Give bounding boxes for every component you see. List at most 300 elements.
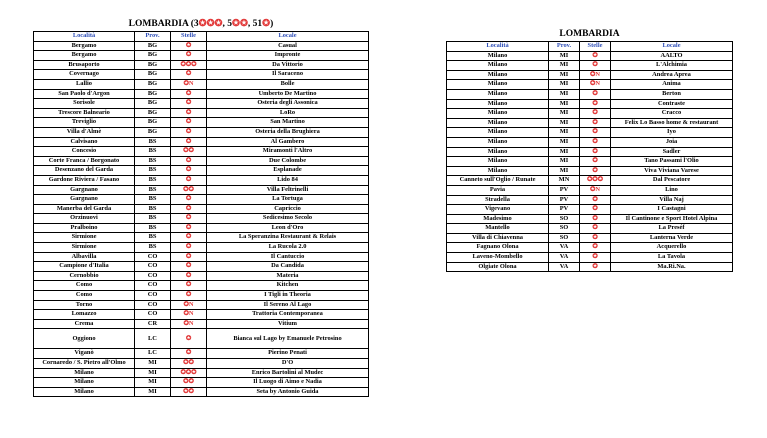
cell-stelle: ✪ [580, 61, 611, 71]
cell-stelle: ✪N [171, 300, 207, 310]
cell-localita: Cornaredo / S. Pietro all'Olmo [34, 359, 135, 369]
table-row [447, 262, 733, 272]
cell-locale: Enrico Bartolini al Mudec [207, 368, 369, 378]
cell-localita: Olgiate Olona [447, 262, 549, 272]
cell-stelle: ✪ [580, 233, 611, 243]
cell-localita: Manerba del Garda [34, 204, 135, 214]
cell-localita: Gargnano [34, 185, 135, 195]
cell-stelle: ✪ [171, 291, 207, 301]
cell-stelle: ✪ [171, 166, 207, 176]
table-row [447, 89, 733, 99]
cell-prov: BS [135, 166, 171, 176]
right-table-block [446, 28, 733, 272]
cell-stelle: ✪ [171, 108, 207, 118]
header-prov: Prov. [135, 32, 171, 42]
cell-locale: Il Luogo di Aimo e Nadia [207, 378, 369, 388]
cell-locale: Iyo [611, 128, 733, 138]
cell-localita: Orzinuovi [34, 214, 135, 224]
one-star-icon: ✪ [262, 19, 271, 29]
cell-locale: AALTO [611, 51, 733, 61]
cell-stelle: ✪ [171, 233, 207, 243]
cell-localita: Villa d'Almè [34, 127, 135, 137]
header-locale: Locale [611, 42, 733, 52]
cell-localita: Campione d'Italia [34, 262, 135, 272]
table-row [34, 387, 369, 397]
cell-prov: MI [549, 166, 580, 176]
three-star-icon: ✪✪✪ [198, 19, 223, 29]
cell-locale: Villa Naj [611, 195, 733, 205]
cell-localita: Covernago [34, 70, 135, 80]
table-row [34, 252, 369, 262]
cell-stelle: ✪✪✪ [171, 60, 207, 70]
cell-localita: Concesio [34, 147, 135, 157]
cell-stelle: ✪ [580, 137, 611, 147]
table-row [447, 99, 733, 109]
cell-localita: Desenzano del Garda [34, 166, 135, 176]
cell-locale: Il Saraceno [207, 70, 369, 80]
cell-prov: BS [135, 156, 171, 166]
cell-localita: Laveno-Mombello [447, 253, 549, 263]
cell-stelle: ✪N [580, 70, 611, 80]
cell-stelle: ✪N [580, 80, 611, 90]
cell-locale: Trattoria Contemporanea [207, 310, 369, 320]
cell-prov: SO [549, 233, 580, 243]
cell-prov: MI [549, 99, 580, 109]
cell-stelle: ✪ [580, 51, 611, 61]
cell-prov: BS [135, 243, 171, 253]
cell-prov: PV [549, 185, 580, 195]
cell-locale: San Martino [207, 118, 369, 128]
cell-prov: BS [135, 195, 171, 205]
header-localita: Località [447, 42, 549, 52]
cell-stelle: ✪ [171, 349, 207, 359]
cell-prov: CO [135, 262, 171, 272]
table-row [34, 137, 369, 147]
cell-localita: Sirmione [34, 243, 135, 253]
cell-stelle: ✪ [580, 214, 611, 224]
cell-localita: Viganò [34, 349, 135, 359]
cell-localita: Milano [447, 51, 549, 61]
cell-stelle: ✪ [171, 175, 207, 185]
cell-locale: Da Vittorio [207, 60, 369, 70]
cell-locale: Due Colombe [207, 156, 369, 166]
cell-stelle: ✪✪ [171, 387, 207, 397]
header-locale: Locale [207, 32, 369, 42]
cell-stelle: ✪N [171, 310, 207, 320]
cell-locale: La Rucola 2.0 [207, 243, 369, 253]
table-row [447, 195, 733, 205]
cell-locale: Lido 84 [207, 175, 369, 185]
table-row [34, 99, 369, 109]
table-row [34, 329, 369, 349]
cell-prov: BS [135, 223, 171, 233]
cell-stelle: ✪✪✪ [580, 176, 611, 186]
cell-locale: D'O [207, 359, 369, 369]
cell-locale: Osteria degli Assonica [207, 99, 369, 109]
right-restaurant-table [446, 41, 733, 272]
cell-localita: Milano [447, 70, 549, 80]
table-row [447, 147, 733, 157]
cell-localita: Stradella [447, 195, 549, 205]
cell-locale: Andrea Aprea [611, 70, 733, 80]
cell-stelle: ✪ [171, 195, 207, 205]
cell-stelle: ✪✪ [171, 359, 207, 369]
table-row [34, 156, 369, 166]
cell-localita: Crema [34, 319, 135, 329]
table-row [34, 271, 369, 281]
cell-prov: MI [549, 118, 580, 128]
cell-locale: I Tigli in Theoria [207, 291, 369, 301]
cell-locale: Bolle [207, 79, 369, 89]
cell-prov: LC [135, 349, 171, 359]
two-star-icon: ✪✪ [232, 19, 248, 29]
cell-localita: Milano [447, 99, 549, 109]
table-row [34, 368, 369, 378]
cell-locale: Viva Viviana Varese [611, 166, 733, 176]
cell-locale: Felix Lo Basso home & restaurant [611, 118, 733, 128]
cell-stelle: ✪ [171, 262, 207, 272]
cell-locale: Cracco [611, 109, 733, 119]
table-row [447, 166, 733, 176]
cell-localita: Milano [447, 80, 549, 90]
cell-localita: Canneto sull'Oglio / Runate [447, 176, 549, 186]
cell-prov: MI [549, 147, 580, 157]
cell-locale: I Castagni [611, 205, 733, 215]
cell-locale: Ma.Ri.Na. [611, 262, 733, 272]
cell-stelle: ✪ [171, 223, 207, 233]
cell-stelle: ✪ [580, 243, 611, 253]
table-row [34, 127, 369, 137]
cell-prov: CO [135, 291, 171, 301]
cell-localita: Milano [447, 157, 549, 167]
cell-localita: Calvisano [34, 137, 135, 147]
cell-localita: Lallio [34, 79, 135, 89]
header-stelle: Stelle [580, 42, 611, 52]
table-row [34, 349, 369, 359]
cell-localita: Gardone Riviera / Fasano [34, 175, 135, 185]
cell-stelle: ✪ [580, 118, 611, 128]
cell-prov: LC [135, 329, 171, 349]
table-row [34, 79, 369, 89]
cell-localita: Milano [447, 89, 549, 99]
cell-locale: Contraste [611, 99, 733, 109]
cell-localita: Vigevano [447, 205, 549, 215]
cell-prov: MI [549, 157, 580, 167]
cell-prov: CO [135, 300, 171, 310]
cell-prov: MI [135, 378, 171, 388]
cell-prov: MI [135, 359, 171, 369]
cell-stelle: ✪ [171, 252, 207, 262]
cell-stelle: ✪ [171, 204, 207, 214]
table-row [34, 204, 369, 214]
cell-locale: Il Cantinone e Sport Hotel Alpina [611, 214, 733, 224]
cell-prov: BG [135, 51, 171, 61]
cell-prov: CO [135, 310, 171, 320]
cell-prov: SO [549, 214, 580, 224]
cell-localita: Fagnano Olona [447, 243, 549, 253]
cell-localita: Milano [34, 387, 135, 397]
cell-locale: Da Candida [207, 262, 369, 272]
table-row [447, 243, 733, 253]
cell-stelle: ✪ [580, 128, 611, 138]
cell-locale: Kitchen [207, 281, 369, 291]
cell-localita: Milano [34, 378, 135, 388]
table-row [34, 214, 369, 224]
table-row [34, 89, 369, 99]
header-stelle: Stelle [171, 32, 207, 42]
cell-prov: BS [135, 204, 171, 214]
cell-prov: MI [549, 51, 580, 61]
cell-localita: Milano [447, 118, 549, 128]
cell-localita: Pralboino [34, 223, 135, 233]
cell-localita: Villa di Chiavenna [447, 233, 549, 243]
cell-stelle: ✪ [171, 118, 207, 128]
cell-localita: Brusaporto [34, 60, 135, 70]
table-row [34, 233, 369, 243]
cell-locale: La Preséf [611, 224, 733, 234]
cell-stelle: ✪ [171, 41, 207, 51]
cell-locale: Lino [611, 185, 733, 195]
cell-localita: Milano [447, 109, 549, 119]
cell-stelle: ✪ [580, 195, 611, 205]
cell-prov: MI [549, 89, 580, 99]
cell-localita: Como [34, 291, 135, 301]
table-row [34, 195, 369, 205]
cell-localita: Bergamo [34, 51, 135, 61]
table-row [34, 243, 369, 253]
table-row [447, 51, 733, 61]
left-title: LOMBARDIA (3✪✪✪, 5✪✪, 51✪) [128, 19, 274, 29]
cell-locale: Joia [611, 137, 733, 147]
cell-prov: CO [135, 281, 171, 291]
table-row [447, 224, 733, 234]
cell-locale: L'Alchimia [611, 61, 733, 71]
cell-prov: BS [135, 233, 171, 243]
table-row [447, 176, 733, 186]
table-row [447, 253, 733, 263]
cell-stelle: ✪ [580, 262, 611, 272]
cell-prov: BG [135, 127, 171, 137]
cell-locale: La Tortuga [207, 195, 369, 205]
cell-stelle: ✪N [171, 319, 207, 329]
cell-stelle: ✪N [580, 185, 611, 195]
table-row [34, 166, 369, 176]
table-row [34, 281, 369, 291]
cell-locale: Vitium [207, 319, 369, 329]
cell-prov: MI [549, 70, 580, 80]
cell-prov: MI [549, 137, 580, 147]
cell-locale: Al Gambero [207, 137, 369, 147]
left-table-block [33, 18, 369, 397]
cell-stelle: ✪N [171, 79, 207, 89]
cell-locale: Impronte [207, 51, 369, 61]
table-row [447, 157, 733, 167]
cell-stelle: ✪ [171, 281, 207, 291]
cell-locale: Sadler [611, 147, 733, 157]
cell-localita: Milano [447, 137, 549, 147]
cell-stelle: ✪ [580, 147, 611, 157]
cell-stelle: ✪ [171, 243, 207, 253]
cell-stelle: ✪ [580, 205, 611, 215]
cell-prov: MI [135, 387, 171, 397]
table-row [447, 109, 733, 119]
cell-stelle: ✪ [171, 51, 207, 61]
cell-localita: Milano [447, 147, 549, 157]
table-row [34, 319, 369, 329]
cell-stelle: ✪ [171, 329, 207, 349]
cell-stelle: ✪ [580, 99, 611, 109]
cell-locale: Villa Feltrinelli [207, 185, 369, 195]
cell-localita: Pavia [447, 185, 549, 195]
table-row [447, 61, 733, 71]
cell-prov: BS [135, 214, 171, 224]
cell-localita: Como [34, 281, 135, 291]
cell-stelle: ✪ [580, 89, 611, 99]
table-row [447, 118, 733, 128]
table-row [34, 310, 369, 320]
cell-prov: CO [135, 252, 171, 262]
cell-locale: Esplanade [207, 166, 369, 176]
left-restaurant-table [33, 31, 369, 397]
cell-locale: Umberto De Martino [207, 89, 369, 99]
cell-locale: Sedicesimo Secolo [207, 214, 369, 224]
table-row [447, 70, 733, 80]
cell-prov: BG [135, 60, 171, 70]
cell-stelle: ✪ [171, 127, 207, 137]
cell-localita: Torno [34, 300, 135, 310]
cell-stelle: ✪ [171, 89, 207, 99]
cell-localita: Mantello [447, 224, 549, 234]
cell-stelle: ✪ [580, 157, 611, 167]
cell-prov: MI [549, 109, 580, 119]
cell-prov: BG [135, 79, 171, 89]
cell-prov: VA [549, 253, 580, 263]
cell-locale: Leon d'Oro [207, 223, 369, 233]
table-row [34, 223, 369, 233]
cell-prov: PV [549, 205, 580, 215]
cell-localita: Oggiono [34, 329, 135, 349]
cell-prov: BG [135, 41, 171, 51]
cell-locale: Materia [207, 271, 369, 281]
cell-locale: Dal Pescatore [611, 176, 733, 186]
table-row [447, 205, 733, 215]
cell-prov: SO [549, 224, 580, 234]
cell-locale: La Speranzina Restaurant & Relais [207, 233, 369, 243]
cell-prov: PV [549, 195, 580, 205]
cell-prov: BG [135, 118, 171, 128]
cell-localita: Albavilla [34, 252, 135, 262]
cell-stelle: ✪ [580, 109, 611, 119]
cell-prov: BS [135, 147, 171, 157]
cell-locale: Berton [611, 89, 733, 99]
cell-locale: Osteria della Brughiera [207, 127, 369, 137]
table-row [34, 108, 369, 118]
cell-locale: Anima [611, 80, 733, 90]
cell-localita: Milano [447, 166, 549, 176]
cell-localita: Sirmione [34, 233, 135, 243]
table-row [447, 137, 733, 147]
cell-localita: Gargnano [34, 195, 135, 205]
cell-stelle: ✪ [171, 137, 207, 147]
cell-locale: Il Sereno Al Lago [207, 300, 369, 310]
table-row [447, 185, 733, 195]
table-row [34, 147, 369, 157]
cell-localita: Corte Franca / Borgonato [34, 156, 135, 166]
header-prov: Prov. [549, 42, 580, 52]
cell-locale: Miramonti l'Altro [207, 147, 369, 157]
cell-stelle: ✪ [580, 224, 611, 234]
cell-localita: Trescore Balneario [34, 108, 135, 118]
table-row [34, 60, 369, 70]
cell-locale: Acquerello [611, 243, 733, 253]
cell-stelle: ✪ [580, 166, 611, 176]
cell-localita: Madesimo [447, 214, 549, 224]
cell-locale: La Tavola [611, 253, 733, 263]
cell-prov: CO [135, 271, 171, 281]
cell-localita: San Paolo d'Argon [34, 89, 135, 99]
cell-prov: BG [135, 89, 171, 99]
table-row [34, 118, 369, 128]
cell-localita: Treviglio [34, 118, 135, 128]
cell-locale: Seta by Antonio Guida [207, 387, 369, 397]
cell-stelle: ✪ [580, 253, 611, 263]
cell-stelle: ✪ [171, 156, 207, 166]
table-row [34, 359, 369, 369]
cell-locale: Lanterna Verde [611, 233, 733, 243]
table-row [447, 128, 733, 138]
cell-locale: Il Cantuccio [207, 252, 369, 262]
table-row [34, 300, 369, 310]
cell-locale: Capriccio [207, 204, 369, 214]
cell-prov: MI [135, 368, 171, 378]
cell-localita: Sorisole [34, 99, 135, 109]
table-row [447, 80, 733, 90]
header-localita: Località [34, 32, 135, 42]
cell-locale: Pierino Penati [207, 349, 369, 359]
cell-locale: Bianca sul Lago by Emanuele Petrosino [207, 329, 369, 349]
cell-stelle: ✪ [171, 70, 207, 80]
cell-stelle: ✪ [171, 214, 207, 224]
cell-locale: Casual [207, 41, 369, 51]
cell-prov: MI [549, 128, 580, 138]
cell-stelle: ✪✪ [171, 147, 207, 157]
cell-prov: MN [549, 176, 580, 186]
cell-localita: Milano [447, 128, 549, 138]
table-row [34, 185, 369, 195]
table-row [447, 214, 733, 224]
table-row [34, 378, 369, 388]
right-title: LOMBARDIA [559, 29, 620, 39]
cell-prov: BG [135, 108, 171, 118]
cell-prov: BG [135, 99, 171, 109]
table-row [34, 291, 369, 301]
table-row [447, 233, 733, 243]
cell-prov: CR [135, 319, 171, 329]
cell-localita: Bergamo [34, 41, 135, 51]
cell-locale: Tano Passami l'Olio [611, 157, 733, 167]
cell-localita: Lomazzo [34, 310, 135, 320]
table-row [34, 51, 369, 61]
cell-stelle: ✪✪✪ [171, 368, 207, 378]
cell-localita: Milano [34, 368, 135, 378]
cell-prov: BG [135, 70, 171, 80]
cell-stelle: ✪✪ [171, 378, 207, 388]
cell-stelle: ✪ [171, 271, 207, 281]
cell-prov: MI [549, 61, 580, 71]
table-row [34, 41, 369, 51]
table-row [34, 70, 369, 80]
cell-localita: Cernobbio [34, 271, 135, 281]
